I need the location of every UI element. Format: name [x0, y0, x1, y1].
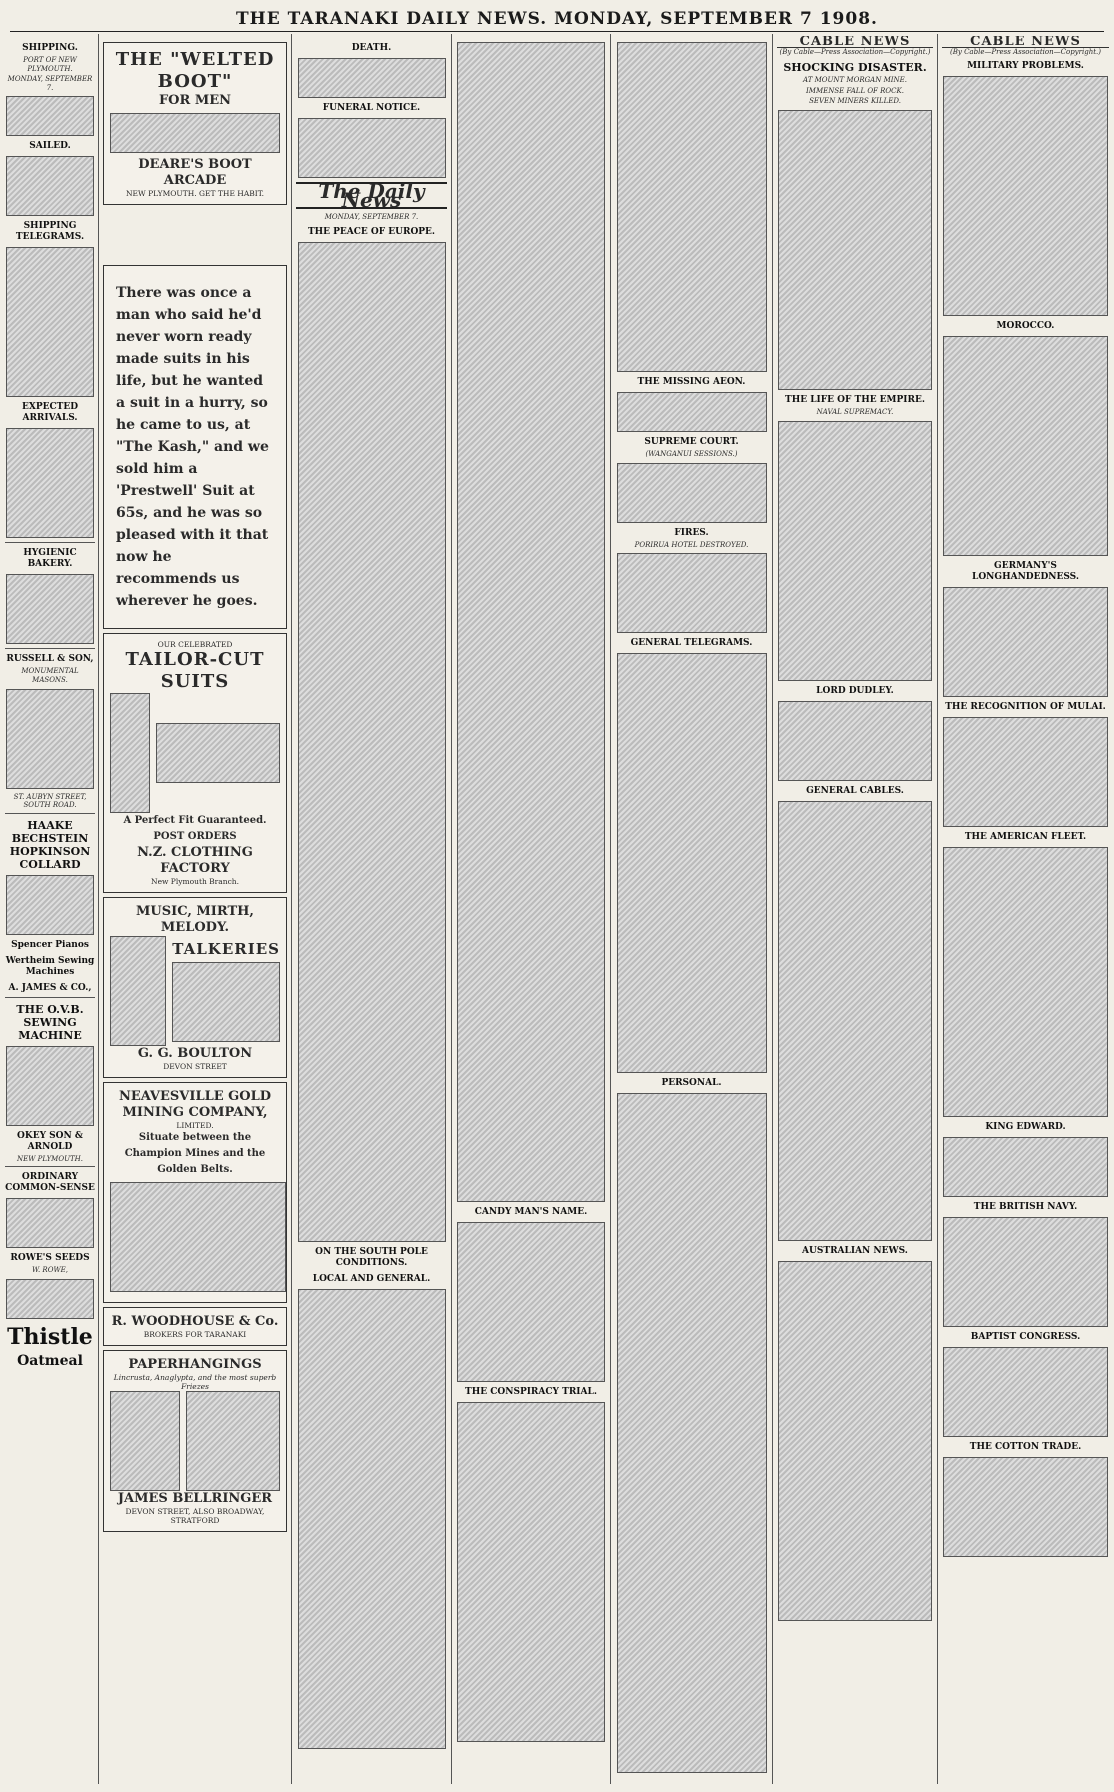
british-navy-text	[943, 1217, 1108, 1327]
paperhangings-title: PAPERHANGINGS	[128, 1357, 262, 1372]
general-telegrams-heading: GENERAL TELEGRAMS.	[630, 638, 753, 649]
okey-subheading: NEW PLYMOUTH.	[17, 1154, 83, 1163]
deare-subheading: NEW PLYMOUTH. GET THE HABIT.	[125, 189, 265, 198]
cable-news-subheading-2: (By Cable—Press Association—Copyright.)	[950, 47, 1101, 56]
paperhangings-text-block	[186, 1391, 280, 1491]
column-rule	[610, 34, 611, 1784]
port-line: PORT OF NEW PLYMOUTH.	[23, 56, 77, 73]
paperhangings-ad	[103, 1350, 287, 1532]
column-4-heading-1: CANDY MAN'S NAME.	[474, 1207, 588, 1217]
column-4-text-block-3	[457, 1402, 605, 1742]
conspiracy-heading: THE CONSPIRACY TRIAL.	[465, 1387, 597, 1397]
editorial-date: MONDAY, SEPTEMBER 7.	[324, 213, 419, 222]
woodhouse-ad	[103, 1307, 287, 1346]
welted-boot-ad	[103, 42, 287, 205]
okey-heading: OKEY SON & ARNOLD	[17, 1130, 83, 1152]
oatmeal-heading: Oatmeal	[17, 1352, 83, 1369]
russell-subheading: MONUMENTAL MASONS.	[21, 667, 79, 684]
military-text	[943, 76, 1108, 316]
hygienic-bakery-heading: HYGIENIC BAKERY.	[23, 548, 77, 570]
pianos-text-block	[6, 875, 94, 935]
germany-heading: GERMANY'S LONGHANDEDNESS.	[972, 561, 1079, 583]
james-heading: A. JAMES & CO.,	[8, 982, 92, 993]
baptist-congress-heading: BAPTIST CONGRESS.	[970, 1332, 1081, 1343]
king-edward-text	[943, 1137, 1108, 1197]
missing-aeon-text	[617, 392, 767, 432]
welted-boot-subtitle: FOR MEN	[158, 93, 232, 108]
column-rule	[291, 34, 292, 1784]
ordinary-text-block	[6, 1198, 94, 1248]
column-4-text-block	[457, 42, 605, 1202]
column-4-text-block-2	[457, 1222, 605, 1382]
boulton-heading: G. G. BOULTON	[137, 1046, 253, 1061]
talkeries-text-block	[172, 962, 280, 1042]
expected-arrivals-heading: EXPECTED ARRIVALS.	[22, 402, 78, 424]
pianos-heading: HAAKE BECHSTEIN HOPKINSON COLLARD	[9, 818, 91, 871]
russell-text-block	[6, 689, 94, 789]
germany-text	[943, 587, 1108, 697]
phonograph-illustration	[110, 936, 166, 1046]
neavesville-title: NEAVESVILLE GOLD MINING COMPANY,	[118, 1089, 272, 1120]
welted-boot-text-block	[110, 113, 280, 153]
bakery-text-block	[6, 574, 94, 644]
kash-suit-text: There was once a man who said he'd never worn ready made suits in his life, but he wanted a suit in a hurry, so he came to us, at "The Kash," and we sold him a 'Prestwell' Suit at 65s, and he was so pleased with it that now he recommends us wherever he goes.	[116, 285, 269, 609]
music-mirth-title: MUSIC, MIRTH, MELODY.	[136, 904, 254, 935]
shocking-disaster-heading: SHOCKING DISASTER.	[783, 61, 927, 75]
supreme-court-text	[617, 463, 767, 523]
welted-boot-title: THE "WELTED BOOT"	[115, 49, 275, 92]
ovb-heading: THE O.V.B. SEWING MACHINE	[16, 1002, 84, 1042]
column-4	[453, 36, 609, 1786]
death-heading: DEATH.	[351, 43, 392, 53]
arrivals-text-block	[6, 428, 94, 538]
shipping-heading: SHIPPING.	[22, 43, 78, 53]
nz-clothing-factory-title: N.Z. CLOTHING FACTORY	[137, 845, 253, 876]
devon-street-line: DEVON STREET	[163, 1062, 227, 1071]
talkeries-ad	[103, 897, 287, 1078]
british-navy-heading: THE BRITISH NAVY.	[973, 1202, 1078, 1213]
kash-suit-ad	[103, 265, 287, 629]
neavesville-limited: LIMITED.	[176, 1121, 214, 1130]
life-of-empire-heading: THE LIFE OF THE EMPIRE.	[785, 394, 925, 405]
tailor-cut-ad	[103, 633, 287, 893]
disaster-text	[778, 110, 932, 390]
australian-news-heading: AUSTRALIAN NEWS.	[802, 1245, 908, 1256]
mount-morgan-line: AT MOUNT MORGAN MINE.	[803, 76, 907, 85]
lord-dudley-text	[778, 701, 932, 781]
column-5-text-block	[617, 42, 767, 372]
talkeries-title: TALKERIES	[172, 940, 280, 958]
man-figure-illustration	[110, 693, 150, 813]
deare-heading: DEARE'S BOOT ARCADE	[138, 157, 252, 188]
editorial-text-block	[298, 242, 446, 1242]
telegrams-text-block	[6, 247, 94, 397]
column-rule	[98, 34, 99, 1784]
personal-text	[617, 1093, 767, 1773]
lincrusta-line: Lincrusta, Anaglypta, and the most superb Friezes	[113, 1373, 277, 1391]
st-aubyn-line: ST. AUBYN STREET, SOUTH ROAD.	[13, 792, 87, 810]
recognition-text	[943, 717, 1108, 827]
fires-text	[617, 553, 767, 633]
south-pole-heading: ON THE SOUTH POLE CONDITIONS.	[315, 1246, 428, 1268]
woodhouse-title: R. WOODHOUSE & Co.	[111, 1314, 279, 1329]
military-problems-heading: MILITARY PROBLEMS.	[967, 61, 1084, 72]
neavesville-text-block	[110, 1182, 286, 1292]
neavesville-ad	[103, 1082, 287, 1303]
missing-aeon-heading: THE MISSING AEON.	[637, 377, 746, 387]
empire-text	[778, 421, 932, 681]
russell-heading: RUSSELL & SON,	[6, 654, 94, 665]
king-edward-heading: KING EDWARD.	[985, 1122, 1066, 1133]
neavesville-situate: Situate between the Champion Mines and the Golden Belts.	[124, 1132, 266, 1175]
supreme-court-subheading: (WANGANUI SESSIONS.)	[645, 450, 738, 458]
seven-miners-line: SEVEN MINERS KILLED.	[809, 97, 901, 106]
column-rule	[451, 34, 452, 1784]
naval-supremacy-line: NAVAL SUPREMACY.	[816, 407, 894, 416]
column-7	[939, 36, 1112, 1786]
column-1	[2, 36, 98, 1786]
spencer-heading: Spencer Pianos	[11, 939, 89, 950]
cotton-trade-heading: THE COTTON TRADE.	[969, 1442, 1082, 1453]
decorator-illustration	[110, 1391, 180, 1491]
column-rule	[772, 34, 773, 1784]
general-cables-heading: GENERAL CABLES.	[806, 785, 904, 796]
woodhouse-subtitle: BROKERS FOR TARANAKI	[143, 1330, 247, 1339]
rowe-name: W. ROWE,	[32, 1266, 68, 1275]
baptist-text	[943, 1347, 1108, 1437]
fall-of-rock-line: IMMENSE FALL OF ROCK.	[806, 86, 904, 95]
post-orders-line: POST ORDERS	[153, 831, 237, 842]
morocco-heading: MOROCCO.	[996, 321, 1055, 332]
rowe-heading: ROWE'S SEEDS	[10, 1253, 90, 1264]
masthead: THE TARANAKI DAILY NEWS. MONDAY, SEPTEMBER 7 1908.	[10, 6, 1104, 32]
sailed-heading: SAILED.	[29, 141, 71, 152]
local-general-heading: LOCAL AND GENERAL.	[312, 1273, 431, 1284]
supreme-court-heading: SUPREME COURT.	[644, 437, 739, 447]
cable-news-heading: CABLE NEWS	[777, 38, 933, 48]
general-telegrams-text	[617, 653, 767, 1073]
local-general-text-block	[298, 1289, 446, 1749]
personal-heading: PERSONAL.	[661, 1078, 722, 1089]
cotton-text	[943, 1457, 1108, 1557]
general-cables-text	[778, 801, 932, 1241]
tailor-cut-title: TAILOR-CUT SUITS	[125, 649, 265, 692]
recognition-heading: THE RECOGNITION OF MULAI.	[945, 702, 1106, 713]
column-5	[612, 36, 771, 1786]
funeral-notice-text	[298, 118, 446, 178]
fires-heading: FIRES.	[674, 527, 709, 538]
american-fleet-text	[943, 847, 1108, 1117]
thistle-heading: Thistle	[7, 1323, 93, 1350]
funeral-heading: FUNERAL NOTICE.	[322, 103, 421, 113]
shipping-telegrams-heading: SHIPPING TELEGRAMS.	[15, 221, 85, 243]
lord-dudley-heading: LORD DUDLEY.	[816, 685, 894, 696]
daily-news-masthead: The Daily News	[296, 182, 447, 209]
nz-branch-line: New Plymouth Branch.	[151, 877, 239, 886]
cable-news-heading-2: CABLE NEWS	[942, 38, 1109, 48]
column-2	[100, 36, 290, 1786]
peace-of-europe-heading: THE PEACE OF EUROPE.	[307, 226, 436, 237]
fires-subheading: PORIRUA HOTEL DESTROYED.	[634, 540, 749, 549]
ordinary-heading: ORDINARY COMMON-SENSE	[5, 1172, 95, 1194]
column-3	[293, 36, 450, 1786]
tailor-text-block	[156, 723, 280, 783]
bellringer-address: DEVON STREET, ALSO BROADWAY, STRATFORD	[125, 1507, 265, 1525]
australian-news-text	[778, 1261, 932, 1621]
cable-news-subheading: (By Cable—Press Association—Copyright.)	[779, 47, 931, 56]
wertheim-heading: Wertheim Sewing Machines	[5, 955, 95, 977]
death-notice-text	[298, 58, 446, 98]
american-fleet-heading: THE AMERICAN FLEET.	[964, 832, 1087, 843]
tide-table	[6, 96, 94, 136]
morocco-text	[943, 336, 1108, 556]
ovb-text-block	[6, 1046, 94, 1126]
column-6	[774, 36, 936, 1786]
date-line: MONDAY, SEPTEMBER 7.	[7, 75, 93, 92]
tailor-intro: OUR CELEBRATED	[157, 640, 233, 649]
perfect-fit-line: A Perfect Fit Guaranteed.	[123, 815, 267, 826]
column-rule	[937, 34, 938, 1784]
sailed-text-block	[6, 156, 94, 216]
bellringer-title: JAMES BELLRINGER	[117, 1491, 273, 1506]
rowe-text-block	[6, 1279, 94, 1319]
